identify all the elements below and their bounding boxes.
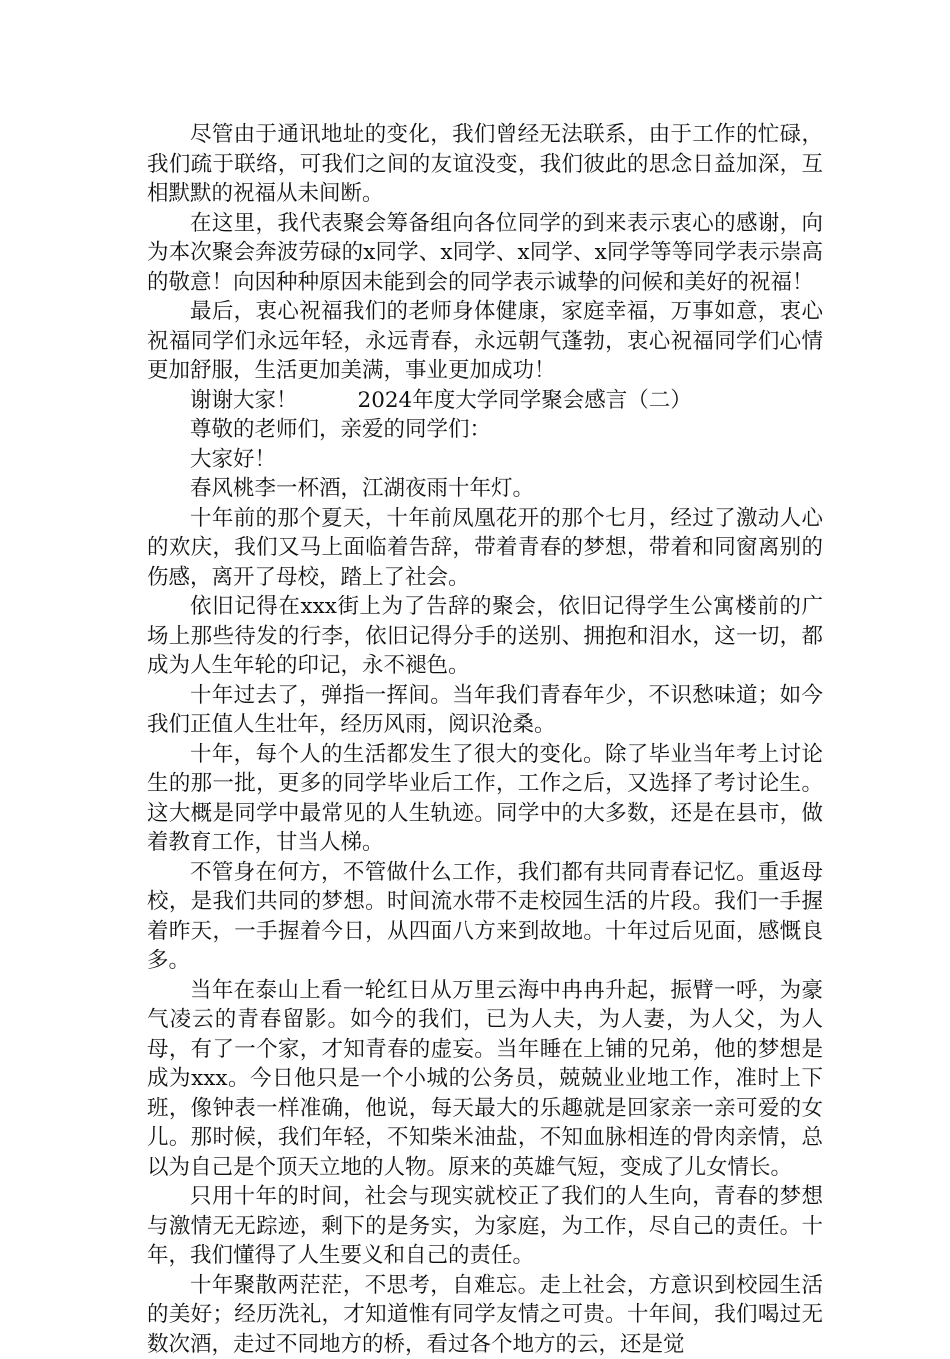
paragraph-8: 依旧记得在xxx街上为了告辞的聚会，依旧记得学生公寓楼前的广场上那些待发的行李，依旧记得分手的送别、拥抱和泪水，这一切，都成为人生年轮的印记，永不褪色。	[147, 592, 823, 681]
paragraph-14: 十年聚散两茫茫，不思考，自难忘。走上社会，方意识到校园生活的美好；经历洗礼，才知道惟有同学友情之可贵。十年间，我们喝过无数次酒，走过不同地方的桥，看过各个地方的云，还是觉	[147, 1271, 823, 1359]
document-body	[147, 120, 823, 1359]
paragraph-12: 当年在泰山上看一轮红日从万里云海中冉冉升起，振臂一呼，为豪气凌云的青春留影。如今的我们，已为人夫，为人妻，为人父，为人母，有了一个家，才知青春的虚妄。当年睡在上铺的兄弟，他的梦想是成为xxx。今日他只是一个小城的公务员，兢兢业业地工作，准时上下班，像钟表一样准确，他说，每天最大的乐趣就是回家亲一亲可爱的女儿。那时候，我们年轻，不知柴米油盐，不知血脉相连的骨肉亲情，总以为自己是个顶天立地的人物。原来的英雄气短，变成了儿女情长。	[147, 976, 823, 1183]
salutation: 尊敬的老师们，亲爱的同学们：	[147, 415, 823, 445]
paragraph-7: 十年前的那个夏天，十年前凤凰花开的那个七月，经过了激动人心的欢庆，我们又马上面临着告辞，带着青春的梦想，带着和同窗离别的伤感，离开了母校，踏上了社会。	[147, 504, 823, 593]
paragraph-13: 只用十年的时间，社会与现实就校正了我们的人生向，青春的梦想与激情无无踪迹，剩下的是务实，为家庭，为工作，尽自己的责任。十年，我们懂得了人生要义和自己的责任。	[147, 1182, 823, 1271]
closing-line	[147, 386, 823, 416]
greeting: 大家好！	[147, 445, 823, 475]
paragraph-2: 在这里，我代表聚会筹备组向各位同学的到来表示衷心的感谢，向为本次聚会奔波劳碌的x同学、x同学、x同学、x同学等等同学表示崇高的敬意！向因种种原因未能到会的同学表示诚挚的问候和美好的祝福！	[147, 209, 823, 298]
couplet: 春风桃李一杯酒，江湖夜雨十年灯。	[147, 474, 823, 504]
paragraph-9: 十年过去了，弹指一挥间。当年我们青春年少，不识愁味道；如今我们正值人生壮年，经历风雨，阅识沧桑。	[147, 681, 823, 740]
thanks-text: 谢谢大家！	[190, 388, 298, 413]
section-title: 2024年度大学同学聚会感言（二）	[358, 388, 692, 413]
paragraph-1: 尽管由于通讯地址的变化，我们曾经无法联系，由于工作的忙碌，我们疏于联络，可我们之间的友谊没变，我们彼此的思念日益加深，互相默默的祝福从未间断。	[147, 120, 823, 209]
paragraph-11: 不管身在何方，不管做什么工作，我们都有共同青春记忆。重返母校，是我们共同的梦想。时间流水带不走校园生活的片段。我们一手握着昨天，一手握着今日，从四面八方来到故地。十年过后见面，感慨良多。	[147, 858, 823, 976]
paragraph-10: 十年，每个人的生活都发生了很大的变化。除了毕业当年考上讨论生的那一批，更多的同学毕业后工作，工作之后，又选择了考讨论生。这大概是同学中最常见的人生轨迹。同学中的大多数，还是在县市，做着教育工作，甘当人梯。	[147, 740, 823, 858]
paragraph-3: 最后，衷心祝福我们的老师身体健康，家庭幸福，万事如意，衷心祝福同学们永远年轻，永远青春，永远朝气蓬勃，衷心祝福同学们心情更加舒服，生活更加美满，事业更加成功！	[147, 297, 823, 386]
